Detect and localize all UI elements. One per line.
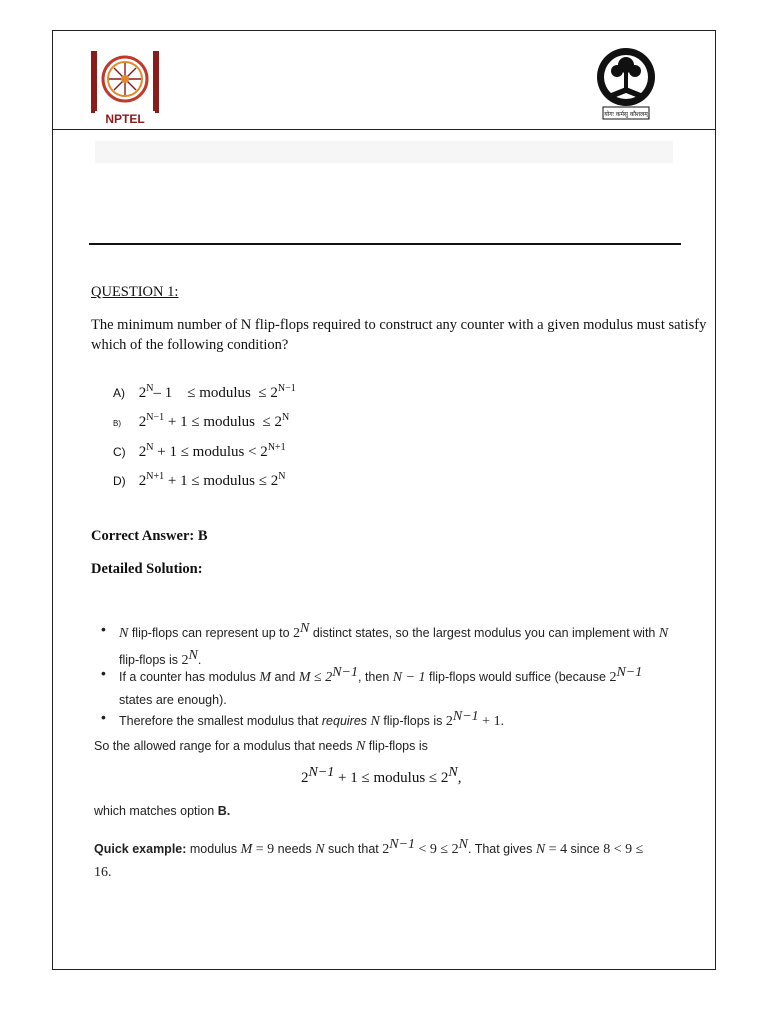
- option-c: C) $2^N + 1$ ≤ modulus < $2^{N+1}$: [113, 442, 286, 460]
- nptel-logo: [91, 51, 159, 125]
- header-divider: [53, 129, 715, 130]
- option-label: D): [113, 474, 126, 488]
- solution-range-text: So the allowed range for a modulus that needs N flip-flops is: [94, 739, 428, 754]
- correct-answer: Correct Answer: B: [91, 528, 208, 544]
- solution-bullet-3: • Therefore the smallest modulus that requires N flip-flops is $2^{N-1} + 1$.: [119, 706, 679, 733]
- svg-text:NPTEL: NPTEL: [105, 112, 145, 125]
- detailed-solution-heading: Detailed Solution:: [91, 561, 203, 577]
- document-page: [52, 30, 716, 970]
- solution-quick-example: Quick example: modulus M = 9 needs N such that $2^{N-1} < 9 \le 2^N$. That gives N = 4 since 8 < 9 ≤ 16.: [94, 837, 644, 881]
- option-b: B) $2^{N-1} + 1$ ≤ modulus ≤ $2^N$: [113, 412, 290, 430]
- solution-bullet-1: • N flip-flops can represent up to $2^N$ distinct states, so the largest modulus you can implement with N flip-flops is $2^N$.: [119, 618, 679, 672]
- question-text: The minimum number of N flip-flops required to construct any counter with a given modulus must satisfy which of the following condition?: [91, 317, 707, 353]
- option-label: B): [113, 419, 121, 428]
- iit-kharagpur-emblem: [593, 45, 659, 123]
- question-title: QUESTION 1:: [91, 284, 179, 300]
- option-label: C): [113, 445, 126, 459]
- header-band: [95, 141, 673, 163]
- solution-match-text: which matches option B.: [94, 804, 231, 818]
- option-d: D) $2^{N+1} + 1$ ≤ modulus ≤ $2^N$: [113, 471, 286, 489]
- solution-bullet-2: • If a counter has modulus M and $M \le 2^{N-1}$, then N − 1 flip-flops would suffice (because $2^{N-1}$ states are enough).: [119, 662, 679, 711]
- section-rule: [89, 243, 681, 245]
- option-a: A) $2^N-$ 1 ≤ modulus ≤ $2^{N-1}$: [113, 383, 296, 401]
- option-label: A): [113, 386, 125, 400]
- solution-equation: $2^{N-1} + 1$ ≤ modulus ≤ $2^N$,: [301, 765, 462, 786]
- svg-text:योगः कर्मसु कौशलम्: योगः कर्मसु कौशलम्: [604, 111, 648, 118]
